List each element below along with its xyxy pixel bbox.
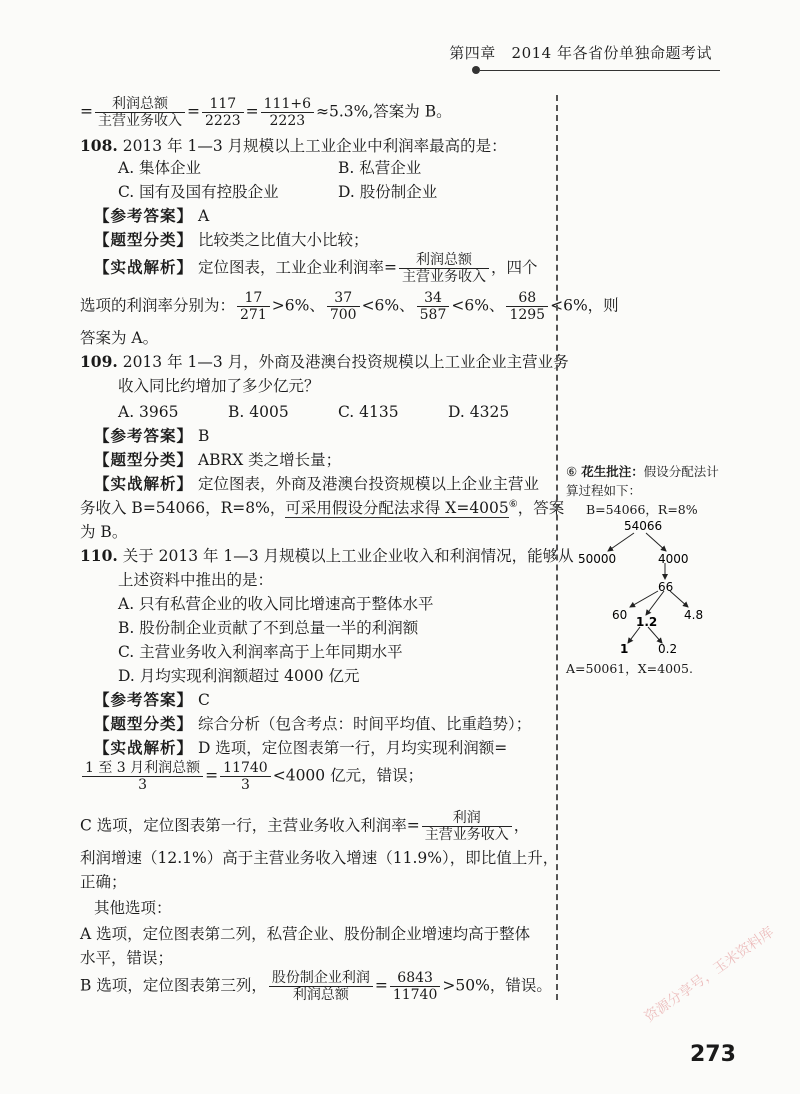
header-chapter: 第四章 [449,44,496,62]
header-dot [472,66,480,74]
fraction: $\frac{\text{利润}}{\text{主营业务收入}}$ [422,810,512,843]
sidenote-result: A=50061，X=4005. [566,661,693,676]
q108-stem [80,134,507,158]
tree-l2: 66 [658,580,674,595]
fraction: $\frac{34}{587}$ [417,290,450,323]
q110-option-d: D. 月均实现利润额超过 4000 亿元 [118,667,360,685]
fraction: $\frac{\text{利润总额}}{\text{主营业务收入}}$ [399,252,489,285]
q109-type: 【题型分类】 ABRX 类之增长量； [94,450,342,469]
q109-option-b: B. 4005 [228,403,289,421]
q108-option-c: C. 国有及国有控股企业 [118,183,279,201]
fraction: $\frac{6843}{11740}$ [390,970,441,1003]
q108-analysis-l3: 答案为 A。 [80,329,159,347]
q109-option-d: D. 4325 [448,403,510,421]
q109-option-c: C. 4135 [338,403,399,421]
q109-analysis-l1: 【实战解析】 定位图表，外商及港澳台投资规模以上企业主营业 [94,474,539,493]
page-number: 273 [690,1042,736,1067]
tree-l1-left: 50000 [578,552,617,567]
question-text: 2013 年 1—3 月规模以上工业企业中利润率最高的是： [122,137,507,155]
header-title: 2014 年各省份单独命题考试 [511,44,712,62]
sidenote-title: ⑥ 花生批注：假设分配法计 [566,464,719,479]
underlined-text: 可采用假设分配法求得 X=4005 [285,499,509,517]
fraction: $\frac{\text{股份制企业利润}}{\text{利润总额}}$ [269,970,373,1003]
watermark: 资源分享号，玉米资料库 [641,924,778,1026]
fraction: $\frac{\text{1 至 3 月利润总额}}{3}$ [82,760,203,793]
q109-stem-l2: 收入同比约增加了多少亿元？ [118,377,320,395]
q110-c-l1: C 选项，定位图表第一行，主营业务收入利润率= $\frac{\text{利润}}{\text{主营业务收入}}$ ， [80,810,530,844]
fraction: $\frac{117}{2223}$ [202,96,244,129]
question-number: 109. [80,352,118,371]
tree-l4-right: 0.2 [658,642,678,655]
fraction: $\frac{111+6}{2223}$ [261,96,314,129]
sidenote-given: B=54066，R=8% [586,501,698,517]
tree-l3-left: 60 [612,608,628,623]
q110-type: 【题型分类】 综合分析（包含考点：时间平均值、比重趋势）； [94,714,532,733]
fraction: $\frac{\text{利润总额}}{\text{主营业务收入}}$ [95,96,185,129]
q108-analysis-l2: 选项的利润率分别为： $\frac{17}{271}$ >6%、 $\frac{37}{700}$ <6%、 $\frac{34}{587}$ <6%、 $\frac{68}{1295}$ <6%，则 [80,290,619,324]
q110-other: 其他选项： [94,899,172,917]
running-header [440,30,760,72]
q108-type: 【题型分类】 比较类之比值大小比较； [94,230,369,249]
q110-b-formula: B 选项，定位图表第三列， $\frac{\text{股份制企业利润}}{\text{利润总额}}$ = $\frac{6843}{11740}$ >50%，错误。 [80,970,552,1004]
q109-stem-l1: 109. 2013 年 1—3 月，外商及港澳台投资规模以上工业企业主营业务 [80,352,569,371]
q108-analysis-l1: 【实战解析】 定位图表，工业企业利润率= $\frac{\text{利润总额}}{\text{主营业务收入}}$ ，四个 [94,252,538,286]
q109-analysis-l2: 务收入 B=54066，R=8%，可采用假设分配法求得 X=4005⑥，答案 [80,498,565,517]
q110-c-l2: 利润增速（12.1%）高于主营业务收入增速（11.9%），即比值上升， [80,849,559,867]
q108-option-b: B. 私营企业 [338,159,422,177]
q110-stem-l2: 上述资料中推出的是： [118,571,274,589]
q110-d-formula: $\frac{\text{1 至 3 月利润总额}}{3}$ = $\frac{11740}{3}$ <4000 亿元，错误； [80,760,423,793]
fraction: $\frac{68}{1295}$ [506,290,548,323]
q110-c-l3: 正确； [80,873,127,891]
q109-option-a: A. 3965 [118,403,179,421]
distribution-tree [566,519,746,654]
q110-option-a: A. 只有私营企业的收入同比增速高于整体水平 [118,595,434,613]
header-title-line [449,42,712,63]
q108-option-a: A. 集体企业 [118,159,202,177]
fraction: $\frac{11740}{3}$ [220,760,271,793]
q110-a-l2: 水平，错误； [80,949,174,967]
q110-answer: 【参考答案】 C [94,690,210,709]
question-number: 110. [80,546,118,565]
q109-analysis-l3: 为 B。 [80,523,128,541]
tree-l3-right: 4.8 [684,608,704,623]
q110-option-b: B. 股份制企业贡献了不到总量一半的利润额 [118,619,419,637]
column-separator [556,95,564,1000]
q108-option-d: D. 股份制企业 [338,183,438,201]
q110-stem-l1: 110. 关于 2013 年 1—3 月规模以上工业企业收入和利润情况，能够从 [80,546,574,565]
q108-answer: 【参考答案】 A [94,206,210,225]
q110-option-c: C. 主营业务收入利润率高于上年同期水平 [118,643,403,661]
footnote-mark: ⑥ [508,498,518,510]
fraction: $\frac{37}{700}$ [327,290,360,323]
sidenote-line2: 算过程如下： [566,482,642,498]
tree-root: 54066 [624,519,663,534]
q109-answer: 【参考答案】 B [94,426,210,445]
tree-l3-mid: 1.2 [636,615,658,630]
question-number: 108. [80,136,118,155]
tree-l1-right: 4000 [658,552,689,567]
fraction: $\frac{17}{271}$ [237,290,270,323]
q110-a-l1: A 选项，定位图表第二列，私营企业、股份制企业增速均高于整体 [80,925,531,943]
sidenote [566,463,746,679]
q107-formula-line: = $\frac{\text{利润总额}}{\text{主营业务收入}}$ = $\frac{117}{2223}$ = $\frac{111+6}{2223}$ ≈5.3%,答案为 B。 [80,96,452,130]
q110-analysis-l1: 【实战解析】 D 选项，定位图表第一行，月均实现利润额= [94,738,508,757]
header-rule [480,70,720,71]
tree-l4-left: 1 [620,642,629,655]
